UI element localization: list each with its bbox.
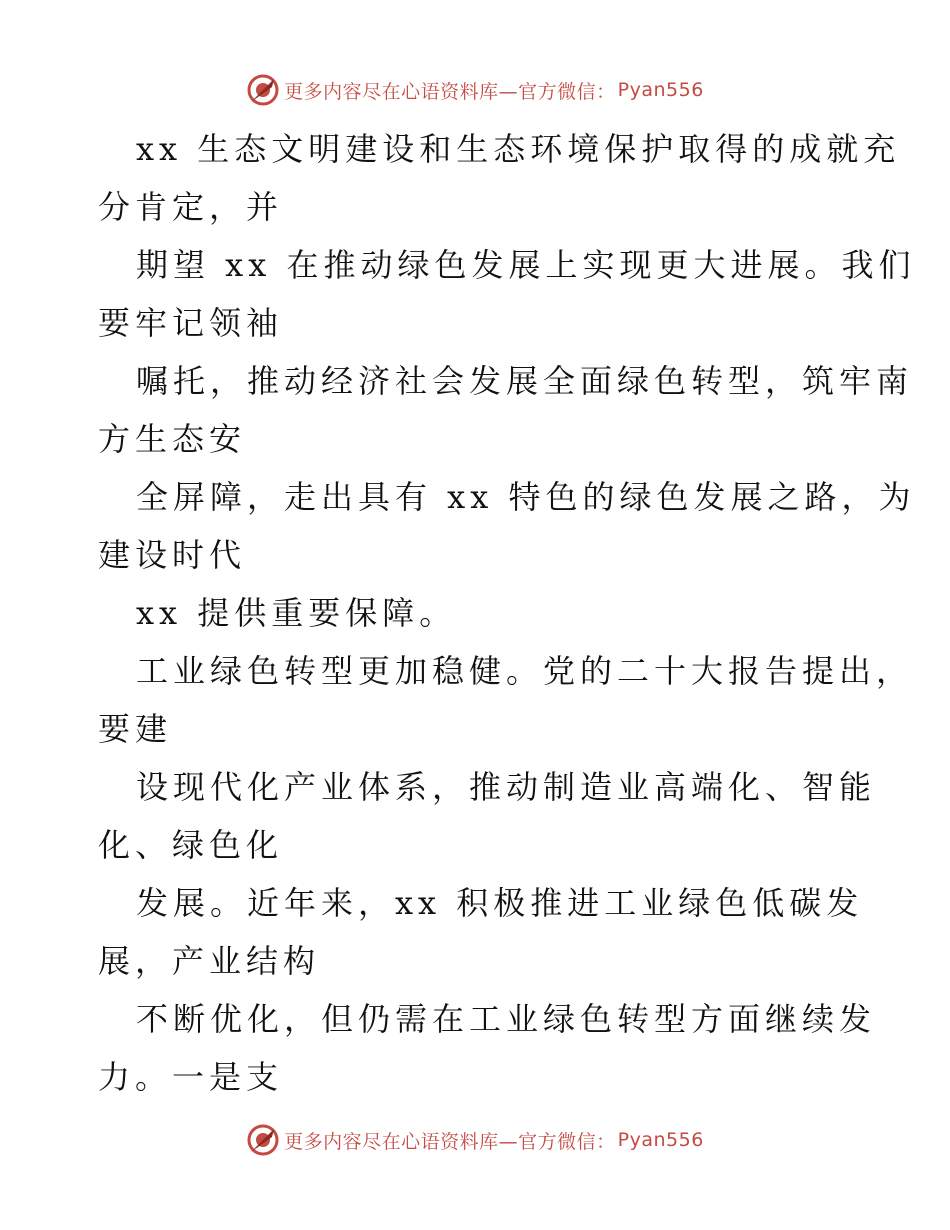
footer-banner: [0, 1122, 950, 1158]
pen-circle-logo-icon: [246, 1123, 280, 1157]
pen-circle-logo-icon: [246, 73, 280, 107]
wechat-id: Pyan556: [617, 1129, 704, 1151]
text-line: 建设时代: [98, 536, 247, 574]
header-banner: [0, 72, 950, 108]
text-line: 发展。近年来，xx 积极推进工业绿色低碳发: [136, 884, 864, 922]
text-line: 展，产业结构: [98, 942, 321, 980]
text-line: 分肯定，并: [98, 188, 284, 226]
text-line: 不断优化，但仍需在工业绿色转型方面继续发: [136, 1000, 877, 1038]
text-line: 要牢记领袖: [98, 304, 284, 342]
text-line: 力。一是支: [98, 1058, 284, 1096]
wechat-id: Pyan556: [617, 79, 704, 101]
text-line: 嘱托，推动经济社会发展全面绿色转型，筑牢南: [136, 362, 914, 400]
text-line: xx 生态文明建设和生态环境保护取得的成就充: [136, 130, 901, 168]
text-line: 设现代化产业体系，推动制造业高端化、智能: [136, 768, 877, 806]
banner-text: 更多内容尽在心语资料库—官方微信：: [284, 1130, 616, 1153]
text-line: 全屏障，走出具有 xx 特色的绿色发展之路，为: [136, 478, 916, 516]
text-line: 期望 xx 在推动绿色发展上实现更大进展。我们: [136, 246, 916, 284]
text-line: xx 提供重要保障。: [136, 594, 457, 632]
text-line: 要建: [98, 710, 173, 748]
text-line: 工业绿色转型更加稳健。党的二十大报告提出，: [136, 652, 914, 690]
text-line: 方生态安: [98, 420, 247, 458]
banner-text: 更多内容尽在心语资料库—官方微信：: [284, 80, 616, 103]
text-line: 化、绿色化: [98, 826, 284, 864]
